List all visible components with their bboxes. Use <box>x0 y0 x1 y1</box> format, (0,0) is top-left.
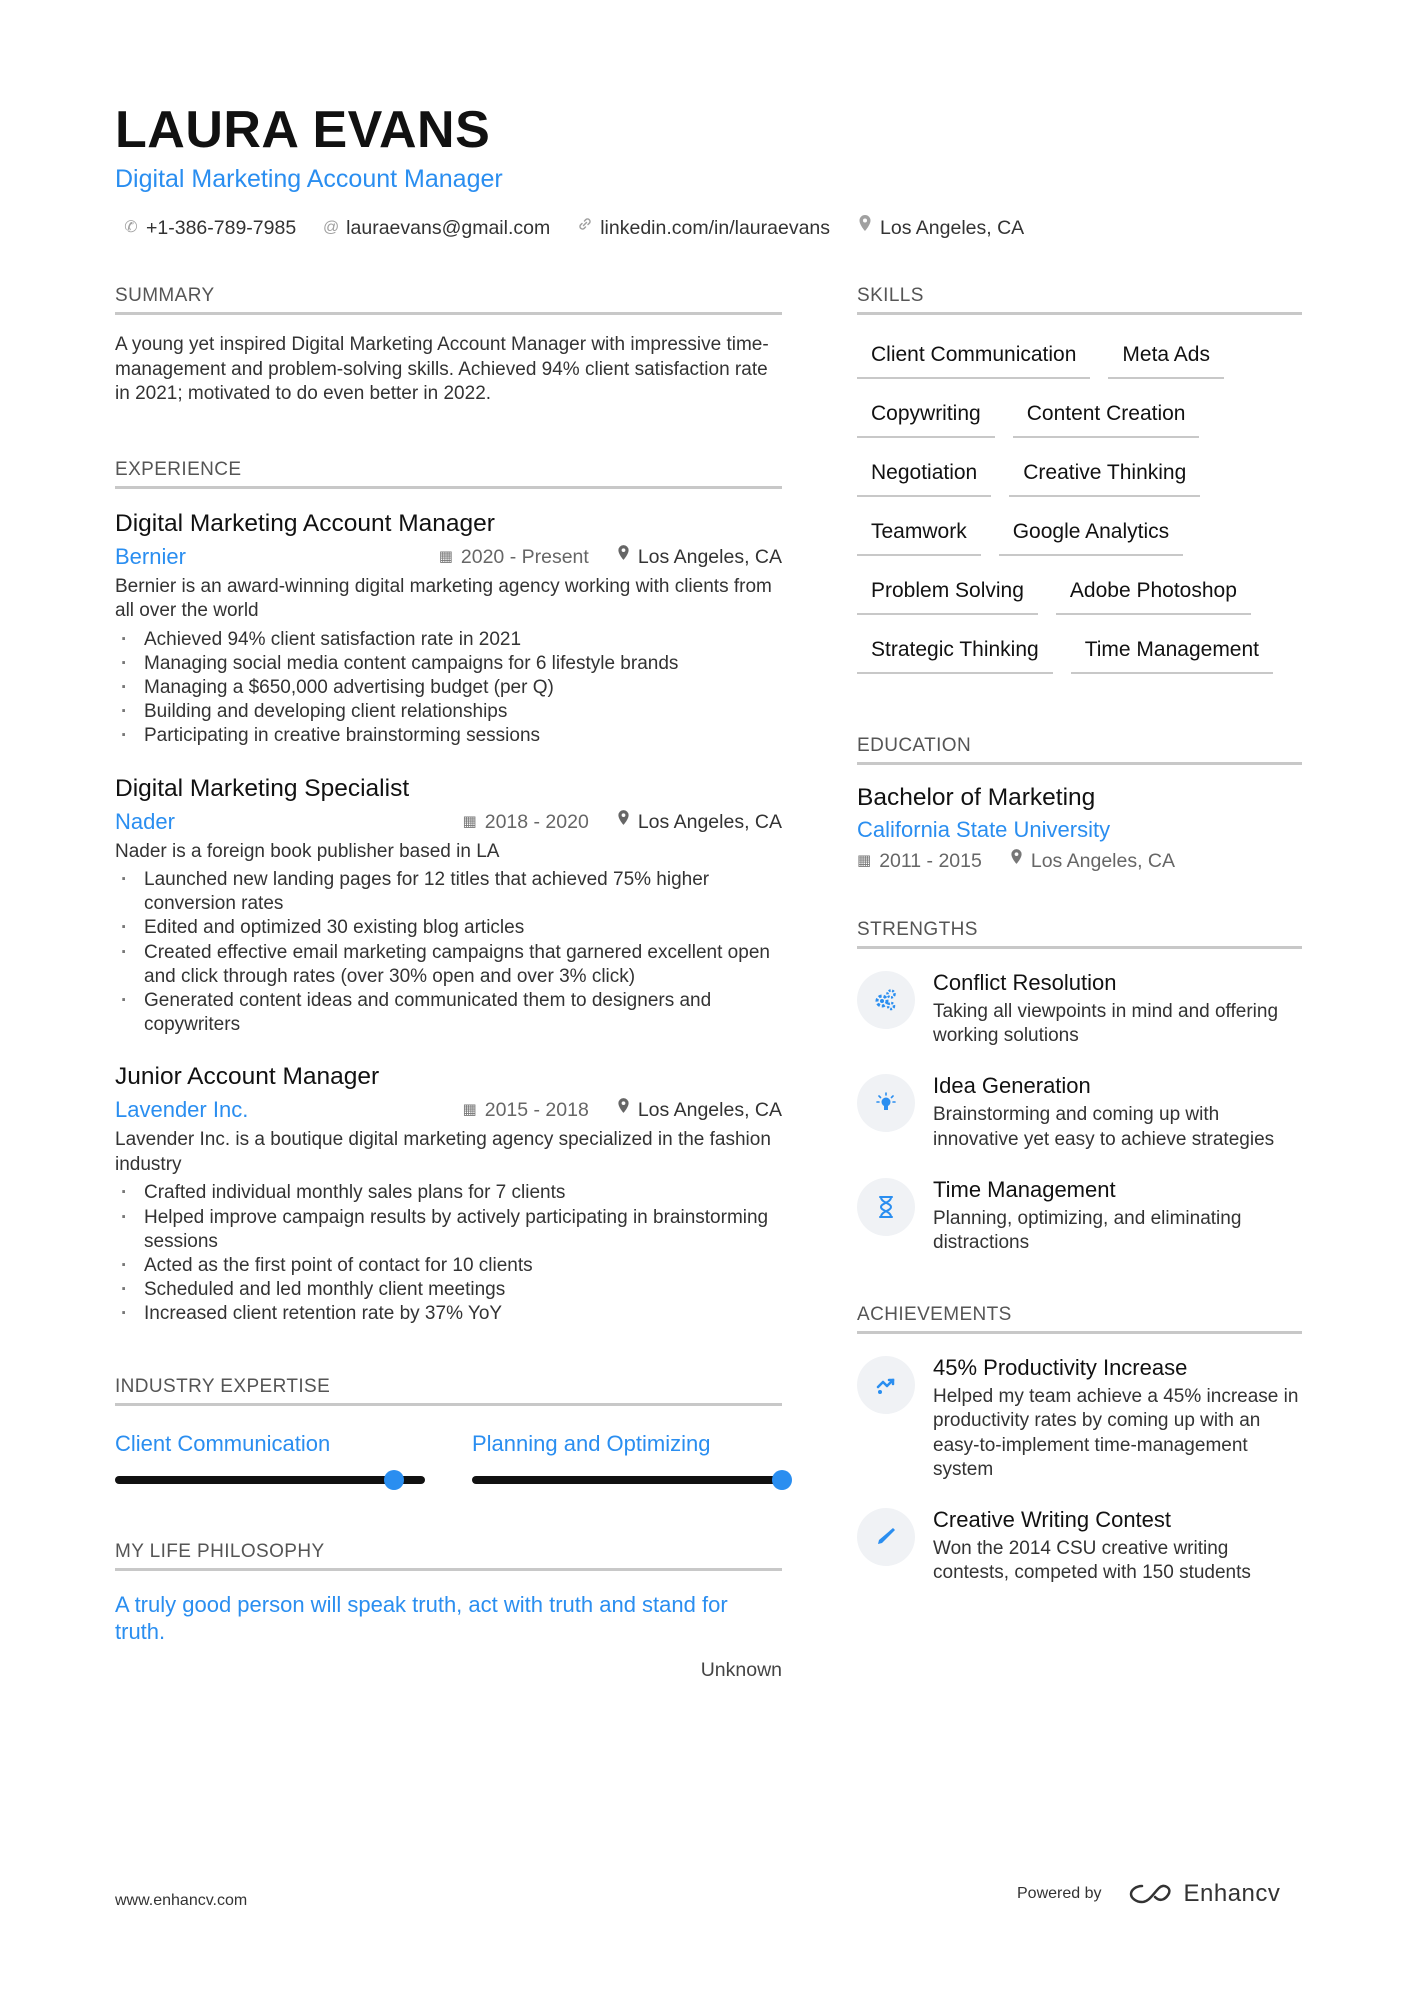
company-name[interactable]: Lavender Inc. <box>115 1097 249 1123</box>
skill-tag: Adobe Photoshop <box>1056 573 1251 615</box>
growth-icon <box>857 1356 915 1414</box>
achievement-text: Won the 2014 CSU creative writing contests, competed with 150 students <box>933 1538 1251 1584</box>
skill-tag: Negotiation <box>857 455 991 497</box>
achievement-item <box>857 1354 1302 1482</box>
job-dates: 2015 - 2018 <box>484 1099 589 1122</box>
brand-name: Enhancv <box>1183 1880 1281 1907</box>
calendar-icon: ▦ <box>462 812 477 830</box>
skill-tag: Client Communication <box>857 337 1090 379</box>
education-meta <box>857 848 1302 874</box>
skills-list <box>857 337 1302 674</box>
contact-location <box>856 214 1024 241</box>
skill-tag: Strategic Thinking <box>857 632 1053 674</box>
strength-text: Taking all viewpoints in mind and offering working solutions <box>933 1001 1279 1047</box>
achievements-section <box>857 1303 1302 1585</box>
achievement-title: 45% Productivity Increase <box>933 1355 1188 1381</box>
job-title: Junior Account Manager <box>115 1063 380 1091</box>
map-pin-icon <box>617 1096 630 1124</box>
company-name[interactable]: Nader <box>115 808 175 834</box>
candidate-role: Digital Marketing Account Manager <box>115 165 503 193</box>
job-location: Los Angeles, CA <box>637 810 782 833</box>
company-description: Lavender Inc. is a boutique digital marketing agency specialized in the fashion industry <box>115 1129 771 1175</box>
bullet-item: · Helped improve campaign results by actively participating in brainstorming sessions <box>115 1206 782 1254</box>
experience-entry <box>115 509 782 749</box>
skill-tag: Copywriting <box>857 396 995 438</box>
map-pin-icon <box>856 214 874 241</box>
skill-tag: Teamwork <box>857 514 981 556</box>
skill-tag: Content Creation <box>1013 396 1200 438</box>
contact-email[interactable] <box>322 214 550 241</box>
lightbulb-icon <box>857 1074 915 1132</box>
calendar-icon: ▦ <box>462 1101 477 1119</box>
expertise-bar <box>115 1476 425 1484</box>
skills-heading: SKILLS <box>857 284 1302 315</box>
strength-text: Brainstorming and coming up with innovative yet easy to achieve strategies <box>933 1104 1275 1150</box>
job-bullets <box>115 868 782 1037</box>
phone-text: +1-386-789-7985 <box>146 216 297 239</box>
strengths-section <box>857 918 1302 1255</box>
experience-entry <box>115 774 782 1038</box>
footer-website[interactable]: www.enhancv.com <box>115 1892 248 1909</box>
expertise-level-knob <box>772 1470 792 1490</box>
bullet-item: · Managing social media content campaigns for 6 lifestyle brands <box>115 652 782 676</box>
experience-section <box>115 458 782 1327</box>
email-text: lauraevans@gmail.com <box>346 216 551 239</box>
job-meta <box>115 808 782 836</box>
job-meta <box>115 543 782 571</box>
school-name[interactable]: California State University <box>857 817 1111 842</box>
expertise-label: Client Communication <box>115 1430 331 1456</box>
expertise-level-knob <box>384 1470 404 1490</box>
skill-tag: Google Analytics <box>999 514 1183 556</box>
expertise-label: Planning and Optimizing <box>472 1430 711 1456</box>
summary-heading: SUMMARY <box>115 284 782 315</box>
bullet-item: · Scheduled and led monthly client meetings <box>115 1278 782 1302</box>
bullet-item: · Launched new landing pages for 12 titles that achieved 75% higher conversion rates <box>115 868 782 916</box>
company-description: Bernier is an award-winning digital marketing agency working with clients from all over the world <box>115 575 772 621</box>
powered-by-label: Powered by <box>1017 1885 1102 1902</box>
expertise-section <box>115 1375 782 1484</box>
calendar-icon: ▦ <box>438 547 453 565</box>
philosophy-section <box>115 1540 782 1682</box>
experience-heading: EXPERIENCE <box>115 458 782 489</box>
achievement-title: Creative Writing Contest <box>933 1507 1172 1533</box>
skill-tag: Time Management <box>1071 632 1273 674</box>
map-pin-icon <box>617 808 630 836</box>
expertise-item <box>115 1430 425 1484</box>
linkedin-text: linkedin.com/in/lauraevans <box>600 216 831 239</box>
bullet-item: · Achieved 94% client satisfaction rate in 2021 <box>115 628 782 652</box>
bullet-item: · Generated content ideas and communicated them to designers and copywriters <box>115 989 782 1037</box>
education-section <box>857 734 1302 874</box>
philosophy-heading: MY LIFE PHILOSOPHY <box>115 1540 782 1571</box>
enhancv-logo-icon <box>1128 1882 1174 1906</box>
hourglass-icon <box>857 1178 915 1236</box>
job-location: Los Angeles, CA <box>637 545 782 568</box>
phone-icon: ✆ <box>124 218 138 236</box>
skill-tag: Meta Ads <box>1108 337 1224 379</box>
location-text: Los Angeles, CA <box>880 216 1025 239</box>
enhancv-logo[interactable] <box>1128 1880 1281 1908</box>
right-column <box>857 284 1302 1585</box>
job-title: Digital Marketing Specialist <box>115 774 410 802</box>
summary-text: A young yet inspired Digital Marketing Account Manager with impressive time-management and problem-solving skills. Achieved 94% client satisfaction rate in 2021; motivated to do even better in 2022. <box>115 334 769 404</box>
candidate-name: LAURA EVANS <box>115 101 491 159</box>
job-location: Los Angeles, CA <box>637 1099 782 1122</box>
calendar-icon: ▦ <box>857 852 872 869</box>
contact-linkedin[interactable] <box>576 214 830 241</box>
at-icon: @ <box>323 218 340 236</box>
achievements-heading: ACHIEVEMENTS <box>857 1303 1302 1334</box>
footer-branding <box>1017 1880 1280 1908</box>
gears-icon <box>857 971 915 1029</box>
job-meta <box>115 1096 782 1124</box>
skill-tag: Creative Thinking <box>1009 455 1200 497</box>
pen-icon <box>857 1508 915 1566</box>
bullet-item: · Acted as the first point of contact for 10 clients <box>115 1254 782 1278</box>
map-pin-icon <box>617 543 630 571</box>
contact-phone[interactable] <box>122 214 296 241</box>
job-bullets <box>115 628 782 749</box>
company-name[interactable]: Bernier <box>115 543 186 569</box>
bullet-item: · Created effective email marketing campaigns that garnered excellent open and click through rates (over 30% open and over 3% click) <box>115 941 782 989</box>
education-location: Los Angeles, CA <box>1030 850 1176 872</box>
left-column <box>115 284 782 1682</box>
bullet-item: · Increased client retention rate by 37% YoY <box>115 1302 782 1326</box>
bullet-item: · Building and developing client relationships <box>115 700 782 724</box>
job-dates: 2020 - Present <box>460 545 589 568</box>
strength-item <box>857 969 1302 1048</box>
expertise-heading: INDUSTRY EXPERTISE <box>115 1375 782 1406</box>
link-icon <box>576 215 594 241</box>
philosophy-quote: A truly good person will speak truth, act with truth and stand for truth. <box>115 1591 728 1644</box>
education-heading: EDUCATION <box>857 734 1302 765</box>
bullet-item: · Managing a $650,000 advertising budget (per Q) <box>115 676 782 700</box>
bullet-item: · Crafted individual monthly sales plans for 7 clients <box>115 1181 782 1205</box>
summary-section <box>115 284 782 407</box>
strength-item <box>857 1072 1302 1151</box>
bullet-item: · Participating in creative brainstorming sessions <box>115 724 782 748</box>
skill-tag: Problem Solving <box>857 573 1038 615</box>
degree-title: Bachelor of Marketing <box>857 784 1096 811</box>
achievement-text: Helped my team achieve a 45% increase in productivity rates by coming up with an easy-to-implement time-management system <box>933 1386 1299 1480</box>
strength-item <box>857 1176 1302 1255</box>
strength-text: Planning, optimizing, and eliminating distractions <box>933 1207 1242 1254</box>
map-pin-icon <box>1010 848 1023 874</box>
strength-title: Conflict Resolution <box>933 970 1117 995</box>
strength-title: Time Management <box>933 1176 1116 1202</box>
strength-title: Idea Generation <box>933 1073 1091 1099</box>
education-dates: 2011 - 2015 <box>879 850 982 872</box>
expertise-item <box>472 1430 782 1484</box>
bullet-item: · Edited and optimized 30 existing blog articles <box>115 916 782 940</box>
achievement-item <box>857 1506 1302 1585</box>
strengths-heading: STRENGTHS <box>857 918 1302 949</box>
contact-bar <box>122 214 1024 241</box>
expertise-bar <box>472 1476 782 1484</box>
skills-section <box>857 284 1302 674</box>
experience-entry <box>115 1062 782 1326</box>
job-title: Digital Marketing Account Manager <box>115 509 495 537</box>
job-dates: 2018 - 2020 <box>484 810 589 833</box>
quote-author: Unknown <box>700 1658 782 1681</box>
company-description: Nader is a foreign book publisher based in LA <box>115 840 500 862</box>
job-bullets <box>115 1181 782 1326</box>
